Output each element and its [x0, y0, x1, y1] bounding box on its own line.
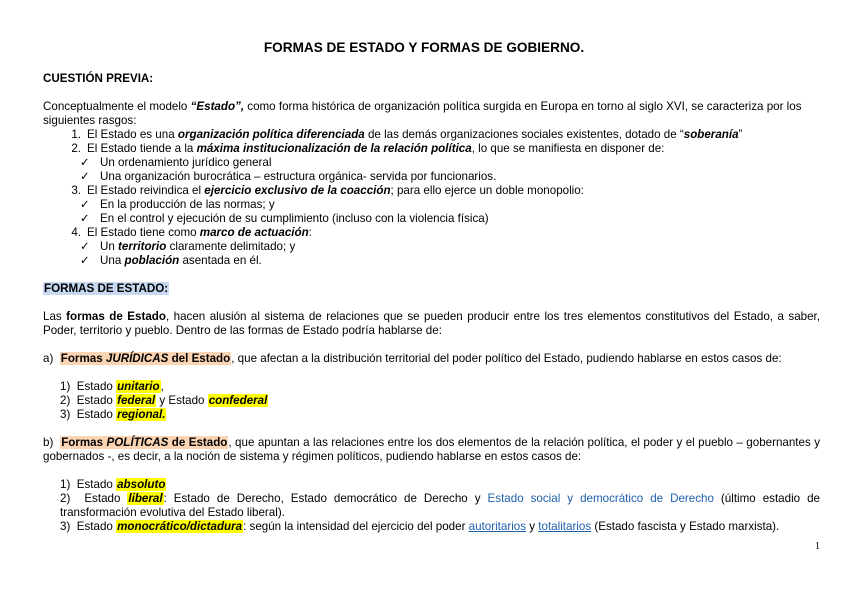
hl-part: Formas — [61, 436, 107, 449]
list-emph: máxima institucionalización de la relación política — [196, 142, 472, 155]
list-letter: a) — [43, 352, 54, 365]
para-text: Las — [43, 310, 67, 323]
sub-item-text: En la producción de las normas; y — [100, 198, 275, 211]
highlight: confederal — [208, 394, 268, 407]
juridica-item-1 — [43, 380, 820, 394]
sub-item — [43, 254, 820, 268]
hl-part: de Estado — [168, 436, 228, 449]
juridica-item-2 — [43, 394, 820, 408]
sub-item-text: asentada en él. — [179, 254, 262, 267]
sub-item-text: Una organización burocrática – estructura orgánica- servida por funcionarios. — [100, 170, 497, 183]
hl-part: del Estado — [168, 352, 231, 365]
para-emph: formas de Estado — [66, 310, 166, 323]
list-number: 3) — [60, 408, 71, 421]
list-item-2 — [43, 142, 820, 156]
politica-item-3 — [43, 520, 820, 534]
highlight: regional. — [117, 408, 166, 421]
hl-part: POLÍTICAS — [106, 436, 169, 449]
check-icon: ✓ — [80, 254, 90, 267]
politica-item-2 — [43, 492, 820, 520]
check-icon: ✓ — [80, 198, 90, 211]
list-number: 2) — [60, 394, 71, 407]
list-text: , lo que se manifiesta en disponer de: — [471, 142, 665, 155]
item-text: , — [160, 380, 164, 393]
sub-item — [43, 198, 820, 212]
link-totalitarios[interactable]: totalitarios — [538, 520, 592, 533]
item-text: y — [526, 520, 539, 533]
sub-item — [43, 170, 820, 184]
para-text: , que afectan a la distribución territorial del poder político del Estado, pudiendo hablarse en estos casos de: — [231, 352, 782, 365]
sub-item-text: Un ordenamiento jurídico general — [100, 156, 272, 169]
list-letter: b) — [43, 436, 54, 449]
check-icon: ✓ — [80, 170, 90, 183]
juridica-item-3 — [43, 408, 820, 422]
sub-item-text: claramente delimitado; y — [166, 240, 296, 253]
sub-item — [43, 212, 820, 226]
list-text: de las demás organizaciones sociales existentes, dotado de “ — [364, 128, 684, 141]
highlight: monocrático/dictadura — [117, 520, 243, 533]
item-text: Estado — [76, 408, 117, 421]
list-number: 1) — [60, 478, 71, 491]
formas-politicas — [43, 436, 820, 464]
list-item-4 — [43, 226, 820, 240]
list-emph: marco de actuación — [199, 226, 309, 239]
list-number: 2. — [71, 142, 81, 155]
section-heading-previa: CUESTIÓN PREVIA: — [43, 72, 154, 85]
check-icon: ✓ — [80, 156, 90, 169]
section-heading-formas — [43, 282, 820, 296]
list-emph: soberanía — [683, 128, 739, 141]
list-text: El Estado es una — [87, 128, 178, 141]
list-text: El Estado tiene como — [87, 226, 200, 239]
blue-text: Estado social y democrático de Derecho — [487, 492, 714, 505]
item-text: Estado — [76, 478, 117, 491]
hl-part: JURÍDICAS — [105, 352, 169, 365]
item-text: Estado — [76, 520, 117, 533]
formas-paragraph — [43, 310, 820, 338]
list-number: 3) — [60, 520, 71, 533]
highlight: federal — [117, 394, 156, 407]
list-text: ” — [738, 128, 743, 141]
list-item-1 — [43, 128, 820, 142]
sub-item-text: Un — [100, 240, 119, 253]
formas-juridicas — [43, 352, 820, 366]
sub-item — [43, 156, 820, 170]
list-emph: organización política diferenciada — [177, 128, 365, 141]
para-text: , que apuntan a las relaciones entre los dos elementos de la relación política, el poder y el pueblo – gobernantes y gobernados -, es decir, a la noción de sistema y régimen políticos, pudiendo hablarse en estos casos de: — [43, 436, 820, 464]
item-text: (Estado fascista y Estado marxista). — [591, 520, 780, 533]
page-number: 1 — [815, 541, 820, 552]
heading-highlight — [60, 436, 228, 449]
item-text: (último estadio de transformación evolutiva del Estado liberal). — [60, 492, 820, 520]
list-number: 4. — [71, 226, 81, 239]
highlight: liberal — [128, 492, 163, 505]
item-text: y Estado — [156, 394, 208, 407]
item-text: : Estado de Derecho, Estado democrático de Derecho y — [163, 492, 488, 505]
list-text: El Estado reivindica el — [87, 184, 205, 197]
document-title: FORMAS DE ESTADO Y FORMAS DE GOBIERNO. — [263, 40, 585, 55]
list-text: : — [308, 226, 312, 239]
check-icon: ✓ — [80, 212, 90, 225]
item-text: Estado — [84, 492, 128, 505]
intro-paragraph — [43, 100, 820, 128]
para-text-rest: , hacen alusión al sistema de relaciones que se pueden producir entre los tres elementos constitutivos del Estado, a saber, Poder, territorio y pueblo. Dentro de las formas de Estado podría hablarse de: — [43, 310, 821, 338]
item-text: Estado — [76, 380, 117, 393]
list-number: 1) — [60, 380, 71, 393]
sub-item-emph: territorio — [118, 240, 167, 253]
intro-text-rest: como forma histórica de organización política surgida en Europa en torno al siglo XVI, se caracteriza por los siguientes rasgos: — [43, 100, 802, 128]
sub-item-text: En el control y ejecución de su cumplimiento (incluso con la violencia física) — [100, 212, 489, 225]
list-item-3 — [43, 184, 820, 198]
item-text: : según la intensidad del ejercicio del poder — [243, 520, 469, 533]
hl-part: Formas — [60, 352, 106, 365]
list-emph: ejercicio exclusivo de la coacción — [204, 184, 391, 197]
item-text: Estado — [76, 394, 117, 407]
intro-text: Conceptualmente el modelo — [43, 100, 191, 113]
highlight: absoluto — [117, 478, 166, 491]
list-text: El Estado tiende a la — [87, 142, 197, 155]
list-number: 2) — [60, 492, 71, 505]
highlight: unitario — [117, 380, 160, 393]
check-icon: ✓ — [80, 240, 90, 253]
sub-item-emph: población — [124, 254, 180, 267]
list-text: ; para ello ejerce un doble monopolio: — [390, 184, 584, 197]
intro-emph: “Estado”, — [190, 100, 245, 113]
list-number: 3. — [71, 184, 81, 197]
heading-highlight — [60, 352, 231, 365]
sub-item-text: Una — [100, 254, 125, 267]
sub-item — [43, 240, 820, 254]
list-number: 1. — [71, 128, 81, 141]
link-autoritarios[interactable]: autoritarios — [468, 520, 527, 533]
politica-item-1 — [43, 478, 820, 492]
heading-highlight: FORMAS DE ESTADO: — [44, 282, 169, 295]
